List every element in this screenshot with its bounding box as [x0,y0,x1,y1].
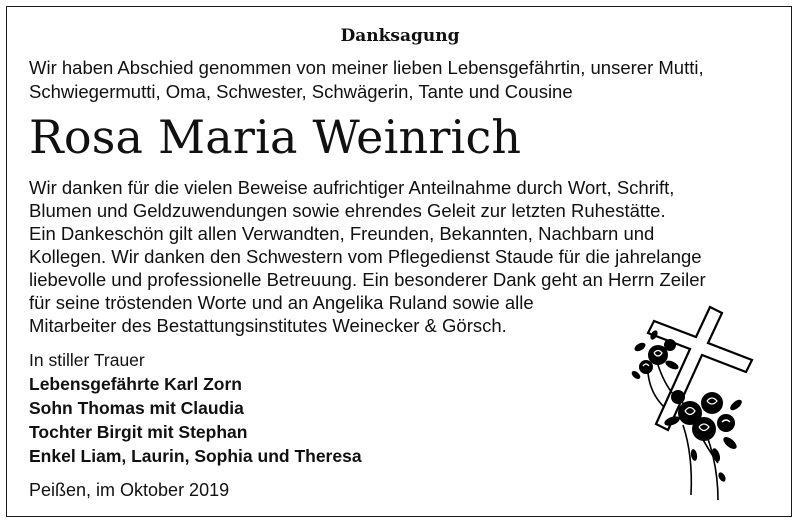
mourner-line: Enkel Liam, Laurin, Sophia und Theresa [29,446,362,466]
place-date: Peißen, im Oktober 2019 [29,480,230,500]
body-line: Ein Dankeschön gilt allen Verwandten, Freunden, Bekannten, Nachbarn und [29,223,655,244]
intro-line: Schwiegermutti, Oma, Schwester, Schwägerin, Tante und Cousine [29,81,573,102]
body-line: Mitarbeiter des Bestattungsinstitutes Weinecker & Görsch. [29,315,507,336]
deceased-name: Rosa Maria Weinrich [29,110,522,164]
mourner-line: Tochter Birgit mit Stephan [29,422,248,442]
body-line: Blumen und Geldzuwendungen sowie ehrendes Geleit zur letzten Ruhestätte. [29,200,666,221]
intro-line: Wir haben Abschied genommen von meiner lieben Lebensgefährtin, unserer Mutti, [29,57,704,78]
cross-with-roses-icon [618,305,778,505]
body-line: Wir danken für die vielen Beweise aufrichtiger Anteilnahme durch Wort, Schrift, [29,177,675,198]
body-line: Kollegen. Wir danken den Schwestern vom Pflegedienst Staude für die jahrelange [29,246,702,267]
mourner-line: Lebensgefährte Karl Zorn [29,374,242,394]
body-line: für seine tröstenden Worte und an Angelika Ruland sowie alle [29,292,534,313]
mourners-block [29,348,362,468]
mourning-intro: In stiller Trauer [29,350,145,370]
intro-text [29,56,779,104]
body-line: liebevolle und professionelle Betreuung. Ein besonderer Dank geht an Herrn Zeiler [29,269,706,290]
mourner-line: Sohn Thomas mit Claudia [29,398,244,418]
notice-heading: Danksagung [340,26,460,46]
